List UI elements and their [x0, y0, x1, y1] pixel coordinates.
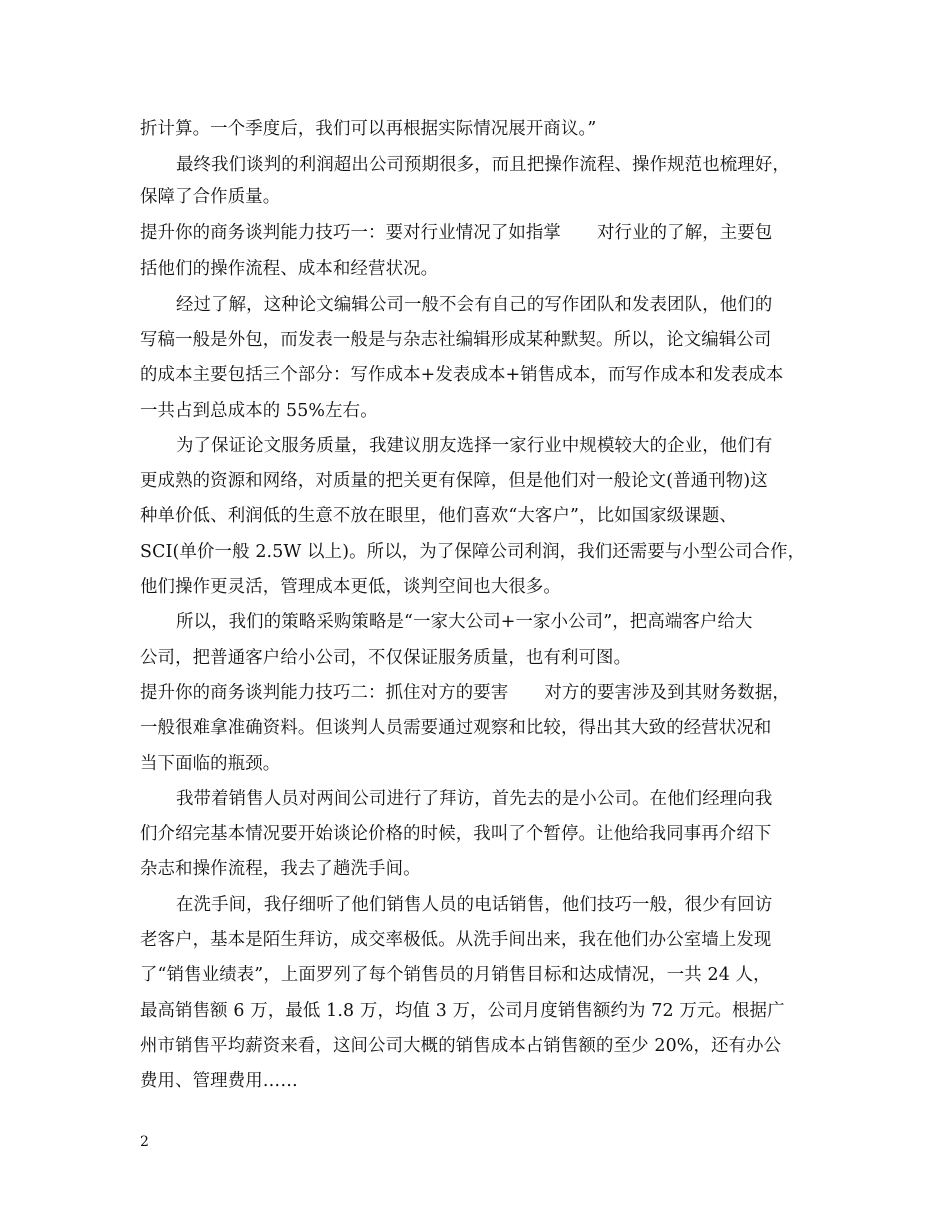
tip-text: 对方的要害涉及到其财务数据， — [544, 683, 790, 703]
page-number: 2 — [140, 1134, 149, 1150]
text-line: 的成本主要包括三个部分：写作成本+发表成本+销售成本，而写作成本和发表成本 — [140, 365, 784, 385]
text-line: 我带着销售人员对两间公司进行了拜访，首先去的是小公司。在他们经理向我 — [176, 789, 773, 809]
text-line: 老客户，基本是陌生拜访，成交率极低。从洗手间出来，我在他们办公室墙上发现 — [140, 930, 772, 950]
text-line: 州市销售平均薪资来看，这间公司大概的销售成本占销售额的至少 20%，还有办公 — [140, 1036, 782, 1056]
text-line: 费用、管理费用…… — [140, 1071, 298, 1091]
text-line: 杂志和操作流程，我去了趟洗手间。 — [140, 859, 421, 879]
tip-heading: 提升你的商务谈判能力技巧一：要对行业情况了如指掌 — [140, 223, 561, 243]
text-line: 一共占到总成本的 55%左右。 — [140, 401, 378, 421]
text-line: 公司，把普通客户给小公司，不仅保证服务质量，也有利可图。 — [140, 648, 632, 668]
text-line: SCI(单价一般 2.5W 以上)。所以，为了保障公司利润，我们还需要与小型公司合作， — [140, 542, 806, 562]
text-line: 经过了解，这种论文编辑公司一般不会有自己的写作团队和发表团队，他们的 — [176, 295, 773, 315]
text-line: 所以，我们的策略采购策略是“一家大公司+一家小公司”，把高端客户给大 — [176, 612, 753, 632]
text-line: 当下面临的瓶颈。 — [140, 754, 281, 774]
tip-heading: 提升你的商务谈判能力技巧二：抓住对方的要害 — [140, 683, 509, 703]
text-line: 保障了合作质量。 — [140, 187, 281, 207]
text-line: 一般很难拿准确资料。但谈判人员需要通过观察和比较，得出其大致的经营状况和 — [140, 718, 772, 738]
text-line: 最终我们谈判的利润超出公司预期很多，而且把操作流程、操作规范也梳理好， — [176, 155, 790, 175]
tip-text: 对行业的了解，主要包 — [596, 223, 773, 243]
text-line: 写稿一般是外包，而发表一般是与杂志社编辑形成某种默契。所以，论文编辑公司 — [140, 330, 772, 350]
text-line: 最高销售额 6 万，最低 1.8 万，均值 3 万，公司月度销售额约为 72 万元。根据广 — [140, 1001, 785, 1021]
text-line: 了“销售业绩表”，上面罗列了每个销售员的月销售目标和达成情况，一共 24 人， — [140, 965, 771, 985]
text-line: 在洗手间，我仔细听了他们销售人员的电话销售，他们技巧一般，很少有回访 — [176, 895, 773, 915]
text-line: 们介绍完基本情况要开始谈论价格的时候，我叫了个暂停。让他给我同事再介绍下 — [140, 824, 772, 844]
tip-heading-line — [140, 220, 772, 246]
text-line: 括他们的操作流程、成本和经营状况。 — [140, 259, 439, 279]
tip-heading-line — [140, 680, 790, 706]
text-line: 更成熟的资源和网络，对质量的把关更有保障，但是他们对一般论文(普通刊物)这 — [140, 471, 768, 491]
text-line: 折计算。一个季度后，我们可以再根据实际情况展开商议。” — [140, 119, 597, 139]
text-line: 种单价低、利润低的生意不放在眼里，他们喜欢“大客户”，比如国家级课题、 — [140, 506, 737, 526]
text-line: 他们操作更灵活，管理成本更低，谈判空间也大很多。 — [140, 577, 561, 597]
text-line: 为了保证论文服务质量，我建议朋友选择一家行业中规模较大的企业，他们有 — [176, 436, 773, 456]
